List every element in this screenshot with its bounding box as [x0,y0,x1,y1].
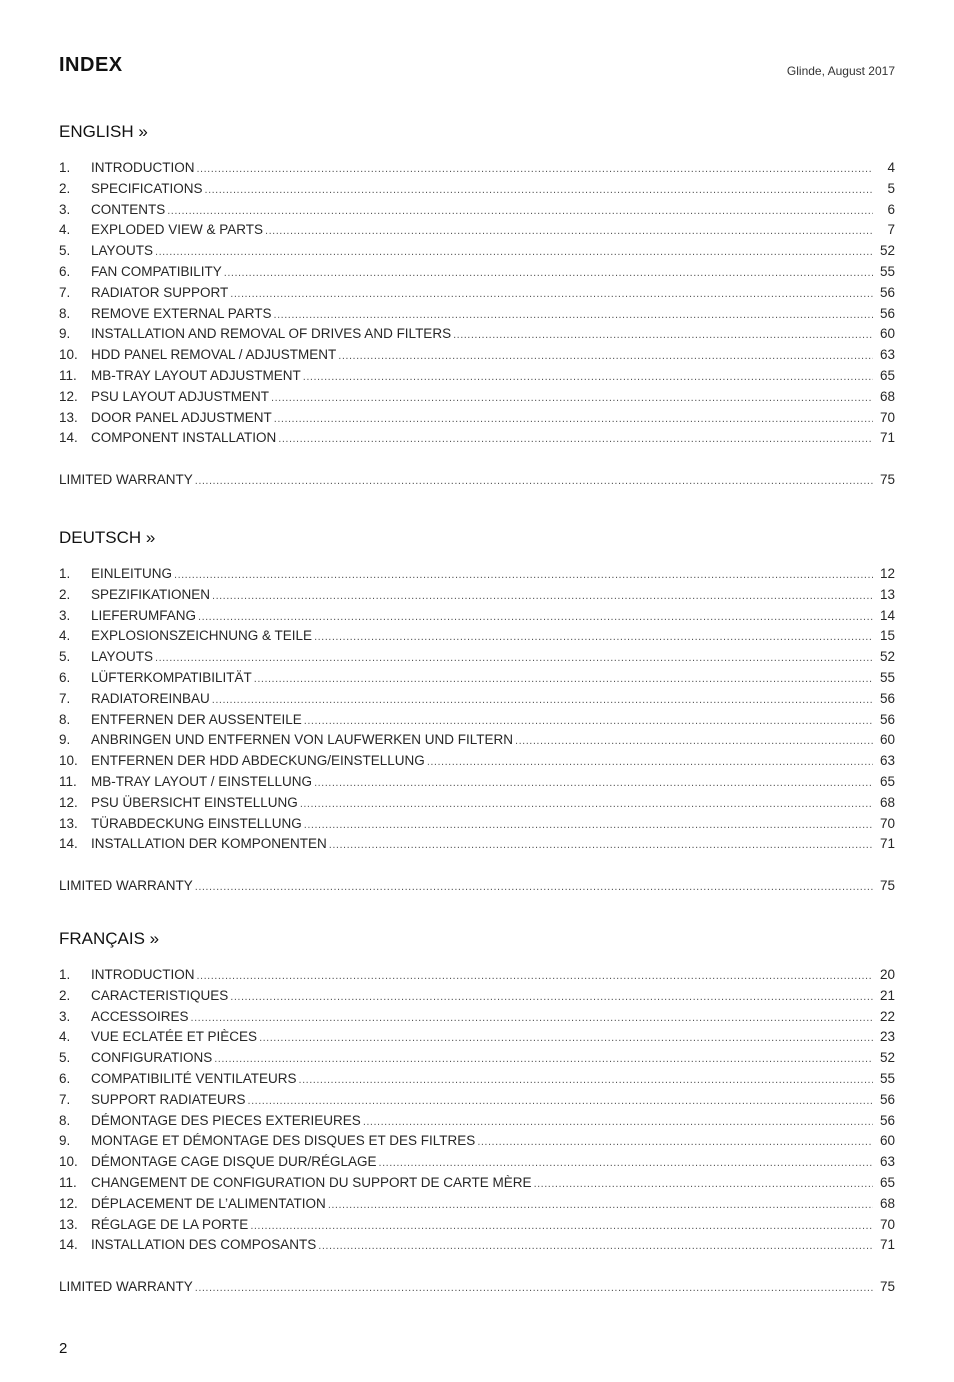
toc-entry-page: 12 [879,566,895,581]
toc-entry-page: 6 [887,201,895,217]
toc-entry-page: 56 [879,1091,895,1107]
toc-entry-title: REMOVE EXTERNAL PARTS [91,305,272,321]
toc-entry-title: DOOR PANEL ADJUSTMENT [91,409,272,425]
dot-leader [224,263,873,284]
dot-leader [195,471,873,492]
dot-leader [274,409,873,430]
toc-entry-page: 15 [879,628,895,644]
toc-entry-number: 2. [59,180,71,196]
dot-leader [304,815,873,836]
toc-entry-page: 56 [879,305,895,321]
toc-entry-page: 5 [887,180,895,196]
dot-leader [363,1112,873,1133]
toc-entry-page: 55 [879,1070,895,1086]
toc-entry-number: 11. [59,773,77,789]
dot-leader [338,346,873,367]
toc-entry[interactable] [59,626,895,647]
toc-entry-page: 55 [879,263,895,279]
toc-entry-title: ANBRINGEN UND ENTFERNEN VON LAUFWERKEN UND FILTERN [91,732,514,748]
toc-entry-number: 11. [59,1174,77,1190]
toc-entry[interactable] [59,986,895,1007]
toc-entry-warranty[interactable] [59,876,895,897]
dot-leader [299,1070,873,1091]
dot-leader [198,607,873,628]
section-spacer [59,1256,895,1277]
toc-entry[interactable] [59,366,895,387]
toc-entry[interactable] [59,647,895,668]
toc-entry-page: 63 [879,753,895,769]
toc-entry-number: 3. [59,607,71,623]
toc-entry-page: 71 [879,836,895,852]
toc-entry-number: 14. [59,430,78,446]
toc-entry-title: CHANGEMENT DE CONFIGURATION DU SUPPORT DE CARTE MÈRE [91,1174,532,1190]
toc-entry-title: VUE ECLATÉE ET PIÈCES [91,1029,258,1045]
toc-entry-number: 10. [59,1154,78,1170]
toc-entry-number: 6. [59,1070,71,1086]
toc-entry-page: 13 [879,586,895,602]
toc-entry-page: 56 [879,690,895,706]
toc-entry-warranty[interactable] [59,1277,895,1298]
toc-entry-title: COMPONENT INSTALLATION [91,430,277,446]
toc-entry-title: ENTFERNEN DER HDD ABDECKUNG/EINSTELLUNG [91,753,425,769]
toc-entry[interactable] [59,283,895,304]
toc-entry-title: HDD PANEL REMOVAL / ADJUSTMENT [91,347,337,363]
dot-leader [191,1008,873,1029]
toc-entry-page: 7 [887,222,895,238]
toc-entry-title: SUPPORT RADIATEURS [91,1091,246,1107]
toc-entry-number: 13. [59,1216,78,1232]
toc-entry-title: DÉPLACEMENT DE L’ALIMENTATION [91,1195,326,1211]
dot-leader [167,201,873,222]
toc-entry-page: 65 [879,1174,895,1190]
dot-leader [300,794,873,815]
toc-entry-page: 68 [879,1195,895,1211]
toc-entry[interactable] [59,408,895,429]
toc-entry-number: 5. [59,1050,71,1066]
dot-leader [195,1278,873,1299]
dot-leader [379,1153,873,1174]
toc-entry-title: ACCESSOIRES [91,1008,189,1024]
toc-entry-title: INSTALLATION DER KOMPONENTEN [91,836,327,852]
toc-entry-title: COMPATIBILITÉ VENTILATEURS [91,1070,297,1086]
toc-entry[interactable] [59,200,895,221]
toc-entry-page: 68 [879,388,895,404]
toc-entry-page: 14 [879,607,895,623]
toc-entry[interactable] [59,1173,895,1194]
toc-entry[interactable] [59,262,895,283]
toc-entry[interactable] [59,606,895,627]
dot-leader [197,159,874,180]
toc-entry-title: LIMITED WARRANTY [59,472,193,488]
toc-entry-title: PSU ÜBERSICHT EINSTELLUNG [91,794,298,810]
toc-entry-number: 8. [59,1112,71,1128]
toc-entry-title: CARACTERISTIQUES [91,987,229,1003]
dot-leader [197,966,874,987]
toc-entry[interactable] [59,158,895,179]
dot-leader [230,284,873,305]
toc-entry-title: LIMITED WARRANTY [59,878,193,894]
toc-entry-number: 6. [59,669,71,685]
toc-entry-page: 75 [879,878,895,894]
dot-leader [304,711,873,732]
dot-leader [271,388,873,409]
toc-entry-number: 3. [59,1008,71,1024]
toc-entry-number: 9. [59,732,71,748]
toc-entry[interactable] [59,564,895,585]
toc-entry[interactable] [59,772,895,793]
toc-entry-title: LAYOUTS [91,243,154,259]
toc-entry[interactable] [59,668,895,689]
toc-entry-warranty[interactable] [59,470,895,491]
dot-leader [265,221,873,242]
toc-entry[interactable] [59,179,895,200]
toc-entry[interactable] [59,1007,895,1028]
dot-leader [427,752,873,773]
toc-entry-page: 65 [879,773,895,789]
toc-entry-page: 56 [879,711,895,727]
dot-leader [328,1195,873,1216]
toc-entry-page: 55 [879,669,895,685]
toc-entry-number: 7. [59,284,71,300]
toc-entry-page: 60 [879,326,895,342]
toc-entry-page: 52 [879,1050,895,1066]
toc-entry-number: 4. [59,222,71,238]
toc-entry-number: 14. [59,1237,78,1253]
dot-leader [515,731,873,752]
toc-entry-number: 3. [59,201,71,217]
toc-entry-number: 1. [59,160,71,175]
toc-entry-page: 52 [879,243,895,259]
toc-entry-page: 60 [879,1133,895,1149]
toc-entry-number: 6. [59,263,71,279]
dot-leader [278,429,873,450]
toc-entry-title: MB-TRAY LAYOUT ADJUSTMENT [91,367,301,383]
toc-entry-page: 21 [879,987,895,1003]
toc-entry-title: SPECIFICATIONS [91,180,203,196]
toc-entry[interactable] [59,1027,895,1048]
toc-entry-number: 10. [59,347,78,363]
toc-entry-title: LÜFTERKOMPATIBILITÄT [91,669,252,685]
dot-leader [155,648,873,669]
toc-entry[interactable] [59,241,895,262]
toc-entry-title: MB-TRAY LAYOUT / EINSTELLUNG [91,773,313,789]
toc-entry-number: 4. [59,1029,71,1045]
section-spacer [59,855,895,876]
toc-entry-number: 9. [59,326,71,342]
toc-entry-title: INTRODUCTION [91,967,195,982]
toc-entry[interactable] [59,324,895,345]
toc-entry[interactable] [59,387,895,408]
dot-leader [274,305,873,326]
toc-entry-page: 75 [879,1279,895,1295]
toc-entry-title: ENTFERNEN DER AUSSENTEILE [91,711,302,727]
toc-entry-title: RADIATOR SUPPORT [91,284,229,300]
dot-leader [314,627,873,648]
page-date: Glinde, August 2017 [786,64,895,78]
toc-section-deutsch [59,524,895,897]
dot-leader [230,987,873,1008]
toc-entry[interactable] [59,965,895,986]
dot-leader [477,1132,873,1153]
toc-entry-number: 10. [59,753,78,769]
toc-entry-number: 9. [59,1133,71,1149]
toc-entry[interactable] [59,1069,895,1090]
toc-entry[interactable] [59,1048,895,1069]
toc-entry[interactable] [59,1152,895,1173]
toc-entry[interactable] [59,1235,895,1256]
dot-leader [318,1236,873,1257]
toc-entry[interactable] [59,1194,895,1215]
toc-entry-number: 5. [59,649,71,665]
toc-entry-number: 2. [59,987,71,1003]
toc-entry-number: 13. [59,409,78,425]
toc-entry-page: 56 [879,1112,895,1128]
toc-entry[interactable] [59,1131,895,1152]
toc-entry-page: 70 [879,409,895,425]
toc-entry-number: 8. [59,305,71,321]
toc-entry-page: 65 [879,367,895,383]
toc-entry-number: 12. [59,388,78,404]
toc-entry-title: CONFIGURATIONS [91,1050,213,1066]
toc-entry-page: 70 [879,1216,895,1232]
dot-leader [212,586,873,607]
toc-entry-number: 12. [59,794,78,810]
toc-entry-number: 14. [59,836,78,852]
toc-entry-number: 2. [59,586,71,602]
dot-leader [155,242,873,263]
toc-entry-page: 71 [879,1237,895,1253]
toc-entry-number: 4. [59,628,71,644]
toc-entry-page: 52 [879,649,895,665]
toc-entry-page: 71 [879,430,895,446]
toc-entry-title: INSTALLATION DES COMPOSANTS [91,1237,317,1253]
toc-entry-title: CONTENTS [91,201,166,217]
toc-entry-title: SPEZIFIKATIONEN [91,586,211,602]
dot-leader [329,835,873,856]
toc-entry-page: 20 [879,967,895,982]
toc-entry-number: 7. [59,690,71,706]
toc-entry-number: 11. [59,367,77,383]
dot-leader [212,690,873,711]
toc-entry-title: FAN COMPATIBILITY [91,263,222,279]
toc-entry-title: PSU LAYOUT ADJUSTMENT [91,388,270,404]
toc-entry-number: 1. [59,566,71,581]
toc-entry-title: LIMITED WARRANTY [59,1279,193,1295]
toc-entry-page: 70 [879,815,895,831]
toc-entry-title: LAYOUTS [91,649,154,665]
toc-entry-title: EINLEITUNG [91,566,173,581]
toc-entry-title: LIEFERUMFANG [91,607,197,623]
toc-entry-page: 63 [879,1154,895,1170]
toc-entry[interactable] [59,1215,895,1236]
toc-entry-number: 12. [59,1195,78,1211]
dot-leader [195,877,873,898]
dot-leader [314,773,873,794]
dot-leader [259,1028,873,1049]
toc-entry[interactable] [59,793,895,814]
toc-entry-number: 1. [59,967,71,982]
dot-leader [534,1174,873,1195]
dot-leader [254,669,873,690]
toc-entry[interactable] [59,730,895,751]
dot-leader [453,325,873,346]
toc-entry-page: 68 [879,794,895,810]
toc-entry[interactable] [59,751,895,772]
toc-entry[interactable] [59,345,895,366]
toc-entry[interactable] [59,689,895,710]
toc-entry[interactable] [59,1111,895,1132]
toc-entry-page: 56 [879,284,895,300]
toc-entry-title: MONTAGE ET DÉMONTAGE DES DISQUES ET DES FILTRES [91,1133,476,1149]
toc-entry-number: 13. [59,815,78,831]
toc-entry[interactable] [59,1090,895,1111]
dot-leader [250,1216,873,1237]
toc-entry[interactable] [59,304,895,325]
dot-leader [174,565,873,586]
dot-leader [214,1049,873,1070]
toc-entry-title: DÉMONTAGE DES PIECES EXTERIEURES [91,1112,361,1128]
toc-entry-page: 23 [879,1029,895,1045]
dot-leader [205,180,873,201]
dot-leader [303,367,873,388]
section-heading[interactable]: ENGLISH » [59,122,148,141]
toc-entry[interactable] [59,710,895,731]
toc-entry-page: 63 [879,347,895,363]
toc-entry-title: TÜRABDECKUNG EINSTELLUNG [91,815,302,831]
toc-entry-number: 8. [59,711,71,727]
toc-entry-title: EXPLOSIONSZEICHNUNG & TEILE [91,628,313,644]
section-heading[interactable]: DEUTSCH » [59,528,156,547]
toc-entry-page: 4 [887,160,895,175]
toc-entry-title: RADIATOREINBAU [91,690,210,706]
toc-entry-number: 7. [59,1091,71,1107]
page-title: INDEX [59,54,123,76]
toc-entry[interactable] [59,428,895,449]
section-spacer [59,449,895,470]
toc-entry-title: RÉGLAGE DE LA PORTE [91,1216,249,1232]
toc-entry-title: INSTALLATION AND REMOVAL OF DRIVES AND FILTERS [91,326,452,342]
toc-entry-page: 60 [879,732,895,748]
toc-entry[interactable] [59,220,895,241]
toc-entry-page: 75 [879,472,895,488]
section-heading[interactable]: FRANÇAIS » [59,929,160,948]
toc-entry[interactable] [59,585,895,606]
toc-entry[interactable] [59,834,895,855]
toc-entry-page: 22 [879,1008,895,1024]
toc-section-francais [59,925,895,1298]
toc-entry[interactable] [59,814,895,835]
toc-entry-title: INTRODUCTION [91,160,195,175]
dot-leader [248,1091,873,1112]
toc-entry-number: 5. [59,243,71,259]
toc-entry-title: DÉMONTAGE CAGE DISQUE DUR/RÉGLAGE [91,1154,377,1170]
toc-section-english [59,118,895,491]
toc-entry-title: EXPLODED VIEW & PARTS [91,222,264,238]
page-number: 2 [59,1340,68,1357]
